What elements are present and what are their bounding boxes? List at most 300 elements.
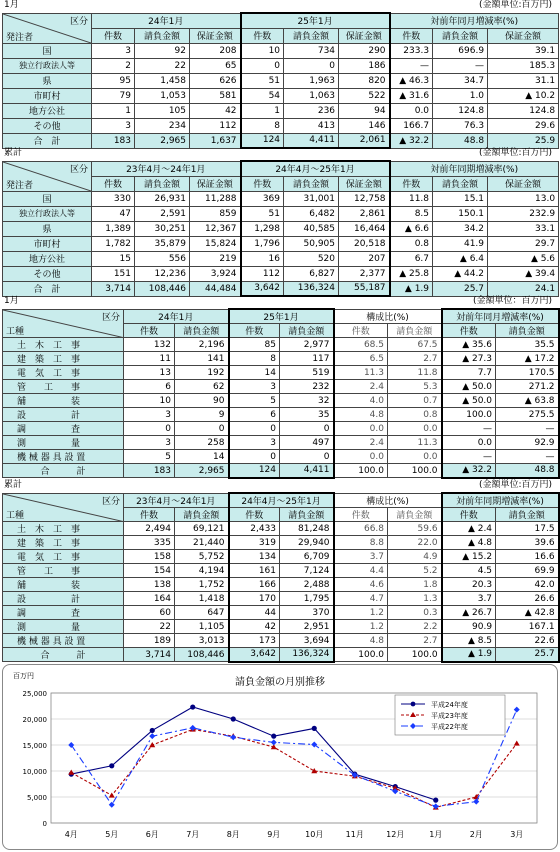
- total-cell: 100.0: [388, 648, 442, 662]
- table-cell: 5.3: [388, 380, 442, 394]
- x-tick-label: 7月: [186, 830, 200, 839]
- table-cell: 14: [229, 366, 280, 380]
- table-cell: 189: [124, 634, 175, 648]
- column-header: 請負金額: [433, 28, 488, 43]
- table-cell: 6,482: [284, 206, 339, 221]
- data-point: [109, 792, 115, 797]
- table-cell: 65: [190, 58, 241, 73]
- table-cell: ▲ 4.8: [442, 536, 496, 550]
- table-cell: 1.3: [388, 592, 442, 606]
- table-cell: 34.2: [433, 221, 488, 236]
- table-cell: 26.6: [496, 592, 559, 606]
- table-cell: ▲ 63.8: [496, 394, 559, 408]
- table-row: [3, 43, 559, 58]
- table-body: [3, 309, 559, 478]
- y-axis-label: 百万円: [13, 672, 34, 680]
- table-cell: 35,879: [135, 236, 190, 251]
- table-cell: 1,752: [175, 578, 229, 592]
- table-cell: 1: [92, 103, 135, 118]
- table-cell: 1,298: [241, 221, 284, 236]
- table-cell: 166.7: [390, 118, 433, 133]
- table-cell: 51: [241, 206, 284, 221]
- table-cell: 1,963: [284, 73, 339, 88]
- table-cell: 29,940: [280, 536, 334, 550]
- table-cell: 497: [280, 436, 334, 450]
- table-cell: 50,905: [284, 236, 339, 251]
- corner-bottom-label: 発注者: [6, 180, 34, 191]
- group-header: 23年4月～24年1月: [124, 493, 229, 508]
- table-row: [3, 103, 559, 118]
- table-cell: 39.1: [488, 43, 559, 58]
- table-cell: 1.8: [388, 578, 442, 592]
- data-point: [514, 707, 520, 713]
- corner-header: [3, 13, 92, 43]
- total-cell: 124: [241, 133, 284, 148]
- corner-header: [3, 161, 92, 191]
- table-cell: 42: [229, 620, 280, 634]
- total-cell: 100.0: [334, 464, 388, 478]
- y-tick-label: 5,000: [26, 794, 47, 802]
- column-header: 請負金額: [284, 28, 339, 43]
- group-header: 24年1月: [92, 13, 241, 28]
- group-header: 23年4月～24年1月: [92, 161, 241, 176]
- table-cell: 5.2: [388, 564, 442, 578]
- table-cell: 134: [229, 550, 280, 564]
- table-cell: 30,251: [135, 221, 190, 236]
- section-caption: 1月: [4, 0, 19, 10]
- row-label: 地方公社: [3, 251, 92, 266]
- group-header: 対前年同期増減率(%): [390, 161, 559, 176]
- table-cell: —: [442, 450, 496, 464]
- corner-bottom-label: 工種: [6, 511, 25, 521]
- section-monthly-by-work-type: [2, 296, 558, 477]
- total-cell: 44,484: [190, 281, 241, 296]
- table-cell: 14: [175, 450, 229, 464]
- table-cell: 138: [124, 578, 175, 592]
- table-cell: 173: [229, 634, 280, 648]
- table-cell: —: [496, 450, 559, 464]
- table-cell: ▲ 50.0: [442, 380, 496, 394]
- table-cell: 31.1: [488, 73, 559, 88]
- table-cell: 2,591: [135, 206, 190, 221]
- table-cell: 117: [280, 352, 334, 366]
- table-cell: 5,752: [175, 550, 229, 564]
- table-cell: 820: [339, 73, 390, 88]
- total-row: [3, 464, 559, 478]
- table-cell: 3: [92, 118, 135, 133]
- table-cell: 150.1: [433, 206, 488, 221]
- data-point: [231, 716, 236, 721]
- table-cell: 22: [135, 58, 190, 73]
- table-cell: 1.2: [334, 620, 388, 634]
- table-cell: 15.1: [433, 191, 488, 206]
- table-body: [3, 493, 559, 662]
- table-cell: 112: [241, 266, 284, 281]
- column-header: 請負金額: [496, 324, 559, 338]
- column-header: 件数: [334, 508, 388, 522]
- table-row: [3, 380, 559, 394]
- table-cell: 167.1: [496, 620, 559, 634]
- total-cell: 124: [229, 464, 280, 478]
- table-cell: 69,121: [175, 522, 229, 536]
- total-cell: 2,061: [339, 133, 390, 148]
- table-cell: 1: [241, 103, 284, 118]
- group-header-row: [3, 161, 559, 176]
- table-cell: 335: [124, 536, 175, 550]
- table-cell: 2,433: [229, 522, 280, 536]
- table-cell: 232: [280, 380, 334, 394]
- total-cell: 3,714: [124, 648, 175, 662]
- table-cell: 15,824: [190, 236, 241, 251]
- total-cell: 48.8: [496, 464, 559, 478]
- data-point: [433, 798, 438, 803]
- group-header: 対前年同期増減率(%): [442, 493, 559, 508]
- table-cell: 6,827: [284, 266, 339, 281]
- table-cell: 4.8: [334, 634, 388, 648]
- table-cell: 696.9: [433, 43, 488, 58]
- table-cell: 0: [229, 422, 280, 436]
- corner-top-label: 区分: [101, 496, 120, 507]
- chart-title: 請負金額の月別推移: [235, 677, 325, 688]
- table-cell: 233.3: [390, 43, 433, 58]
- table-cell: 581: [190, 88, 241, 103]
- table-cell: 13.0: [488, 191, 559, 206]
- total-row: [3, 648, 559, 662]
- column-header: 請負金額: [496, 508, 559, 522]
- column-header: 請負金額: [175, 324, 229, 338]
- table-cell: 90: [175, 394, 229, 408]
- table-cell: 34.7: [433, 73, 488, 88]
- table-cell: ▲ 31.6: [390, 88, 433, 103]
- x-tick-label: 5月: [105, 830, 119, 839]
- data-point: [109, 763, 114, 768]
- table-row: [3, 394, 559, 408]
- corner-header: [3, 493, 124, 522]
- legend-label: 平成22年度: [431, 723, 468, 731]
- total-cell: 108,446: [175, 648, 229, 662]
- table-cell: 192: [175, 366, 229, 380]
- table-cell: 232.9: [488, 206, 559, 221]
- table-cell: 4.8: [334, 408, 388, 422]
- x-tick-label: 2月: [469, 830, 483, 839]
- row-label: 土 木 工 事: [3, 522, 124, 536]
- table-cell: 95: [92, 73, 135, 88]
- table-cell: 161: [229, 564, 280, 578]
- unit-note: (金額単位:百万円): [478, 480, 552, 490]
- table-row: [3, 536, 559, 550]
- table-cell: 22.6: [496, 634, 559, 648]
- table-body: [3, 13, 559, 148]
- table-cell: ▲ 26.7: [442, 606, 496, 620]
- table-cell: 66.8: [334, 522, 388, 536]
- table-cell: 271.2: [496, 380, 559, 394]
- table-cell: 29.6: [488, 118, 559, 133]
- total-cell: 25.9: [488, 133, 559, 148]
- table-cell: 20.3: [442, 578, 496, 592]
- table-cell: 11: [124, 352, 175, 366]
- total-cell: ▲ 1.9: [442, 648, 496, 662]
- table-cell: 10: [241, 43, 284, 58]
- total-cell: 183: [92, 133, 135, 148]
- table-cell: 44: [229, 606, 280, 620]
- table-cell: 17.5: [496, 522, 559, 536]
- table-cell: 4.4: [334, 564, 388, 578]
- table-row: [3, 620, 559, 634]
- table-cell: 8: [241, 118, 284, 133]
- table-cell: ▲ 25.8: [390, 266, 433, 281]
- total-cell: 3,642: [229, 648, 280, 662]
- table-cell: 60: [124, 606, 175, 620]
- table-cell: 1.0: [433, 88, 488, 103]
- data-point: [150, 728, 155, 733]
- table-cell: 519: [280, 366, 334, 380]
- table-cell: 2.2: [388, 620, 442, 634]
- column-header: 請負金額: [280, 508, 334, 522]
- x-tick-label: 12月: [386, 830, 405, 839]
- row-label: 舗 装: [3, 394, 124, 408]
- table-row: [3, 436, 559, 450]
- table-row: [3, 450, 559, 464]
- table-cell: ▲ 27.3: [442, 352, 496, 366]
- table-cell: 1,105: [175, 620, 229, 634]
- total-cell: 48.8: [433, 133, 488, 148]
- row-label: 建 築 工 事: [3, 352, 124, 366]
- row-label: 市町村: [3, 88, 92, 103]
- table-cell: ▲ 42.8: [496, 606, 559, 620]
- table-cell: 219: [190, 251, 241, 266]
- table-cell: —: [433, 58, 488, 73]
- row-label: 機 械 器 具 設 置: [3, 450, 124, 464]
- chart-svg: [3, 665, 557, 849]
- table-row: [3, 522, 559, 536]
- table-cell: 47: [92, 206, 135, 221]
- legend-marker: [411, 702, 416, 707]
- table-row: [3, 251, 559, 266]
- table-cell: —: [496, 422, 559, 436]
- row-label: 電 気 工 事: [3, 366, 124, 380]
- column-header: 請負金額: [135, 176, 190, 191]
- monthly-trend-chart: [2, 664, 558, 850]
- group-header: 構成比(%): [334, 493, 442, 508]
- row-label: 設 計: [3, 408, 124, 422]
- row-label: 測 量: [3, 620, 124, 634]
- table-cell: 29.7: [488, 236, 559, 251]
- y-tick-label: 10,000: [22, 768, 47, 776]
- row-label: 独立行政法人等: [3, 58, 92, 73]
- table-cell: ▲ 6.6: [390, 221, 433, 236]
- table-cell: 13: [124, 366, 175, 380]
- table-cell: 6: [229, 408, 280, 422]
- table-cell: 21,440: [175, 536, 229, 550]
- table-cell: 3: [124, 408, 175, 422]
- table-cell: 0: [241, 58, 284, 73]
- x-tick-label: 10月: [305, 830, 324, 839]
- table-cell: 7,124: [280, 564, 334, 578]
- table-cell: 0: [284, 58, 339, 73]
- table-cell: 186: [339, 58, 390, 73]
- column-header: 請負金額: [135, 28, 190, 43]
- table-cell: 0: [175, 422, 229, 436]
- table-cell: 0.0: [334, 422, 388, 436]
- data-point: [149, 733, 155, 739]
- x-tick-label: 11月: [345, 830, 364, 839]
- total-cell: 55,187: [339, 281, 390, 296]
- total-cell: 100.0: [388, 464, 442, 478]
- row-label: 土 木 工 事: [3, 338, 124, 352]
- table-row: [3, 206, 559, 221]
- column-header: 件数: [442, 508, 496, 522]
- table-cell: 42: [190, 103, 241, 118]
- table-cell: 0.3: [388, 606, 442, 620]
- table-cell: ▲ 44.2: [433, 266, 488, 281]
- table-cell: 4,194: [175, 564, 229, 578]
- table-cell: 647: [175, 606, 229, 620]
- table-cell: 275.5: [496, 408, 559, 422]
- data-point: [230, 734, 236, 740]
- row-label: その他: [3, 118, 92, 133]
- table-cell: 1,458: [135, 73, 190, 88]
- corner-header: [3, 309, 124, 338]
- total-cell: 1,637: [190, 133, 241, 148]
- table-row: [3, 578, 559, 592]
- table-cell: 22.0: [388, 536, 442, 550]
- unit-note: (金額単位:百万円): [478, 148, 552, 158]
- group-header-row: [3, 493, 559, 508]
- column-header: 件数: [229, 324, 280, 338]
- group-header: 対前年同月増減率(%): [390, 13, 559, 28]
- data-point: [514, 740, 520, 745]
- table-cell: 0.0: [390, 103, 433, 118]
- column-header: 件数: [442, 324, 496, 338]
- row-label: 市町村: [3, 236, 92, 251]
- table-cell: 2,494: [124, 522, 175, 536]
- column-header: 保証金額: [339, 176, 390, 191]
- table-cell: 146: [339, 118, 390, 133]
- group-header: 構成比(%): [334, 309, 442, 324]
- legend-label: 平成23年度: [431, 712, 468, 720]
- total-cell: 136,324: [284, 281, 339, 296]
- total-cell: 2,965: [135, 133, 190, 148]
- table-cell: 20,518: [339, 236, 390, 251]
- table-row: [3, 564, 559, 578]
- row-label: 建 築 工 事: [3, 536, 124, 550]
- column-header: 件数: [334, 324, 388, 338]
- table-cell: 6: [124, 380, 175, 394]
- table-cell: 132: [124, 338, 175, 352]
- total-cell: 3,642: [241, 281, 284, 296]
- table-cell: 1,389: [92, 221, 135, 236]
- table-cell: 11.8: [388, 366, 442, 380]
- client-table: [2, 12, 559, 149]
- table-cell: 67.5: [388, 338, 442, 352]
- table-cell: 3: [229, 380, 280, 394]
- table-cell: 158: [124, 550, 175, 564]
- table-cell: 185.3: [488, 58, 559, 73]
- table-cell: 207: [339, 251, 390, 266]
- table-cell: 9: [175, 408, 229, 422]
- work-type-table: [2, 308, 560, 479]
- table-cell: 170: [229, 592, 280, 606]
- table-cell: —: [390, 58, 433, 73]
- total-cell: 100.0: [334, 648, 388, 662]
- table-cell: 112: [190, 118, 241, 133]
- column-header: 請負金額: [280, 324, 334, 338]
- table-cell: 0: [280, 450, 334, 464]
- total-cell: ▲ 32.2: [442, 464, 496, 478]
- table-cell: 2.7: [388, 352, 442, 366]
- table-row: [3, 634, 559, 648]
- table-cell: 0.0: [334, 450, 388, 464]
- data-point: [190, 704, 195, 709]
- table-cell: 164: [124, 592, 175, 606]
- column-header: 件数: [124, 508, 175, 522]
- table-cell: 81,248: [280, 522, 334, 536]
- table-cell: 12,367: [190, 221, 241, 236]
- unit-note: (金額単位:百万円): [478, 0, 552, 10]
- table-cell: 124.8: [488, 103, 559, 118]
- table-cell: ▲ 39.4: [488, 266, 559, 281]
- table-body: [3, 161, 559, 296]
- table-cell: 35: [280, 408, 334, 422]
- table-cell: 170.5: [496, 366, 559, 380]
- x-tick-label: 3月: [510, 830, 524, 839]
- table-cell: 2,377: [339, 266, 390, 281]
- table-cell: 8.5: [390, 206, 433, 221]
- table-cell: 258: [175, 436, 229, 450]
- table-cell: 1,796: [241, 236, 284, 251]
- table-cell: 556: [135, 251, 190, 266]
- legend-label: 平成24年度: [431, 701, 468, 709]
- corner-top-label: 区分: [101, 312, 120, 323]
- table-cell: 94: [339, 103, 390, 118]
- table-cell: 5: [124, 450, 175, 464]
- row-label: 測 量: [3, 436, 124, 450]
- column-header: 請負金額: [388, 508, 442, 522]
- table-row: [3, 550, 559, 564]
- total-label: 合 計: [3, 281, 92, 296]
- table-row: [3, 118, 559, 133]
- table-cell: 3,924: [190, 266, 241, 281]
- table-cell: 166: [229, 578, 280, 592]
- table-cell: 6.7: [390, 251, 433, 266]
- total-cell: 25.7: [433, 281, 488, 296]
- table-cell: 16,464: [339, 221, 390, 236]
- section-caption: 1月: [4, 296, 19, 306]
- column-header: 件数: [92, 176, 135, 191]
- table-row: [3, 191, 559, 206]
- group-header: 25年1月: [241, 13, 390, 28]
- table-cell: 11.8: [390, 191, 433, 206]
- table-cell: 0: [229, 450, 280, 464]
- table-cell: 7.7: [442, 366, 496, 380]
- table-row: [3, 606, 559, 620]
- column-header: 請負金額: [388, 324, 442, 338]
- group-header: 24年4月～25年1月: [241, 161, 390, 176]
- section-cumulative-by-work-type: [2, 480, 558, 661]
- row-label: 国: [3, 43, 92, 58]
- table-cell: ▲ 15.2: [442, 550, 496, 564]
- total-cell: 136,324: [280, 648, 334, 662]
- table-cell: 2.7: [388, 634, 442, 648]
- total-label: 合 計: [3, 464, 124, 478]
- table-cell: 12,758: [339, 191, 390, 206]
- total-cell: ▲ 32.2: [390, 133, 433, 148]
- x-tick-label: 1月: [429, 830, 443, 839]
- x-tick-label: 6月: [145, 830, 159, 839]
- table-cell: 0.0: [388, 422, 442, 436]
- group-header: 対前年同月増減率(%): [442, 309, 559, 324]
- table-cell: 3,013: [175, 634, 229, 648]
